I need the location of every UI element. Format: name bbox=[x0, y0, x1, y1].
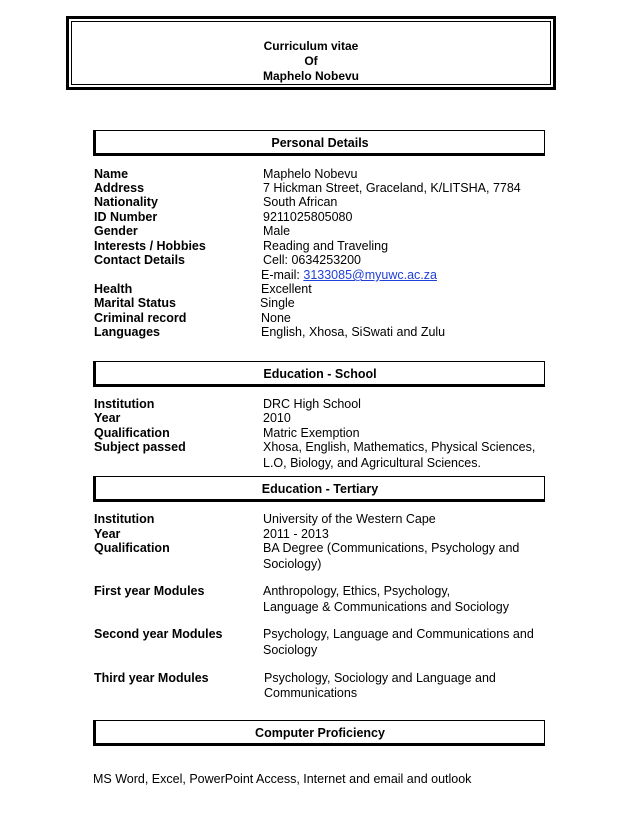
label-tertiary-institution: Institution bbox=[94, 512, 155, 526]
label-school-qualification: Qualification bbox=[94, 426, 170, 440]
value-interests: Reading and Traveling bbox=[263, 239, 389, 253]
value-school-qualification: Matric Exemption bbox=[263, 426, 360, 440]
value-nationality: South African bbox=[263, 195, 338, 209]
value-second-year-line-1: Psychology, Language and Communications and bbox=[263, 627, 534, 641]
value-cell: Cell: 0634253200 bbox=[263, 253, 361, 267]
label-id-number: ID Number bbox=[94, 210, 158, 224]
label-first-year-modules: First year Modules bbox=[94, 584, 205, 598]
value-address: 7 Hickman Street, Graceland, K/LITSHA, 7784 bbox=[263, 181, 521, 195]
label-address: Address bbox=[94, 181, 145, 195]
value-third-year-line-1: Psychology, Sociology and Language and bbox=[264, 671, 496, 685]
value-marital-status: Single bbox=[260, 296, 295, 310]
label-name: Name bbox=[94, 167, 129, 181]
title-line-1: Curriculum vitae bbox=[263, 39, 359, 53]
label-marital-status: Marital Status bbox=[94, 296, 176, 310]
value-email-line bbox=[261, 268, 437, 283]
value-school-year: 2010 bbox=[263, 411, 291, 425]
label-contact-details: Contact Details bbox=[94, 253, 185, 267]
label-nationality: Nationality bbox=[94, 195, 158, 209]
label-subjects-passed: Subject passed bbox=[94, 440, 186, 454]
section-education-tertiary: Education - Tertiary bbox=[93, 476, 545, 502]
label-tertiary-year: Year bbox=[94, 527, 121, 541]
cv-title-box bbox=[66, 16, 556, 90]
value-first-year-line-2: Language & Communications and Sociology bbox=[263, 600, 509, 614]
value-first-year-line-1: Anthropology, Ethics, Psychology, bbox=[263, 584, 451, 598]
label-gender: Gender bbox=[94, 224, 138, 238]
value-name: Maphelo Nobevu bbox=[263, 167, 358, 181]
label-second-year-modules: Second year Modules bbox=[94, 627, 223, 641]
value-health: Excellent bbox=[261, 282, 312, 296]
value-second-year-line-2: Sociology bbox=[263, 643, 318, 657]
label-school-institution: Institution bbox=[94, 397, 155, 411]
section-personal-details: Personal Details bbox=[93, 130, 545, 156]
value-criminal-record: None bbox=[261, 311, 291, 325]
label-criminal-record: Criminal record bbox=[94, 311, 187, 325]
value-subjects-line-2: L.O, Biology, and Agricultural Sciences. bbox=[263, 456, 481, 470]
label-school-year: Year bbox=[94, 411, 121, 425]
section-education-school: Education - School bbox=[93, 361, 545, 387]
value-id-number: 9211025805080 bbox=[263, 210, 353, 224]
email-prefix: E-mail: bbox=[261, 268, 304, 282]
title-line-3: Maphelo Nobevu bbox=[262, 69, 359, 83]
computer-proficiency-text: MS Word, Excel, PowerPoint Access, Internet and email and outlook bbox=[93, 772, 472, 786]
value-qualification-line-2: Sociology) bbox=[263, 557, 322, 571]
label-third-year-modules: Third year Modules bbox=[94, 671, 209, 685]
value-tertiary-institution: University of the Western Cape bbox=[263, 512, 436, 526]
title-line-2: Of bbox=[304, 54, 318, 68]
value-tertiary-year: 2011 - 2013 bbox=[263, 527, 329, 541]
label-languages: Languages bbox=[94, 325, 160, 339]
value-languages: English, Xhosa, SiSwati and Zulu bbox=[261, 325, 446, 339]
label-interests: Interests / Hobbies bbox=[94, 239, 206, 253]
section-computer-proficiency: Computer Proficiency bbox=[93, 720, 545, 746]
value-qualification-line-1: BA Degree (Communications, Psychology and bbox=[263, 541, 520, 555]
value-gender: Male bbox=[263, 224, 291, 238]
label-health: Health bbox=[94, 282, 133, 296]
value-third-year-line-2: Communications bbox=[264, 686, 358, 700]
value-school-institution: DRC High School bbox=[263, 397, 361, 411]
value-subjects-line-1: Xhosa, English, Mathematics, Physical Sciences, bbox=[263, 440, 536, 454]
label-tertiary-qualification: Qualification bbox=[94, 541, 170, 555]
email-link[interactable]: 3133085@myuwc.ac.za bbox=[303, 268, 437, 282]
